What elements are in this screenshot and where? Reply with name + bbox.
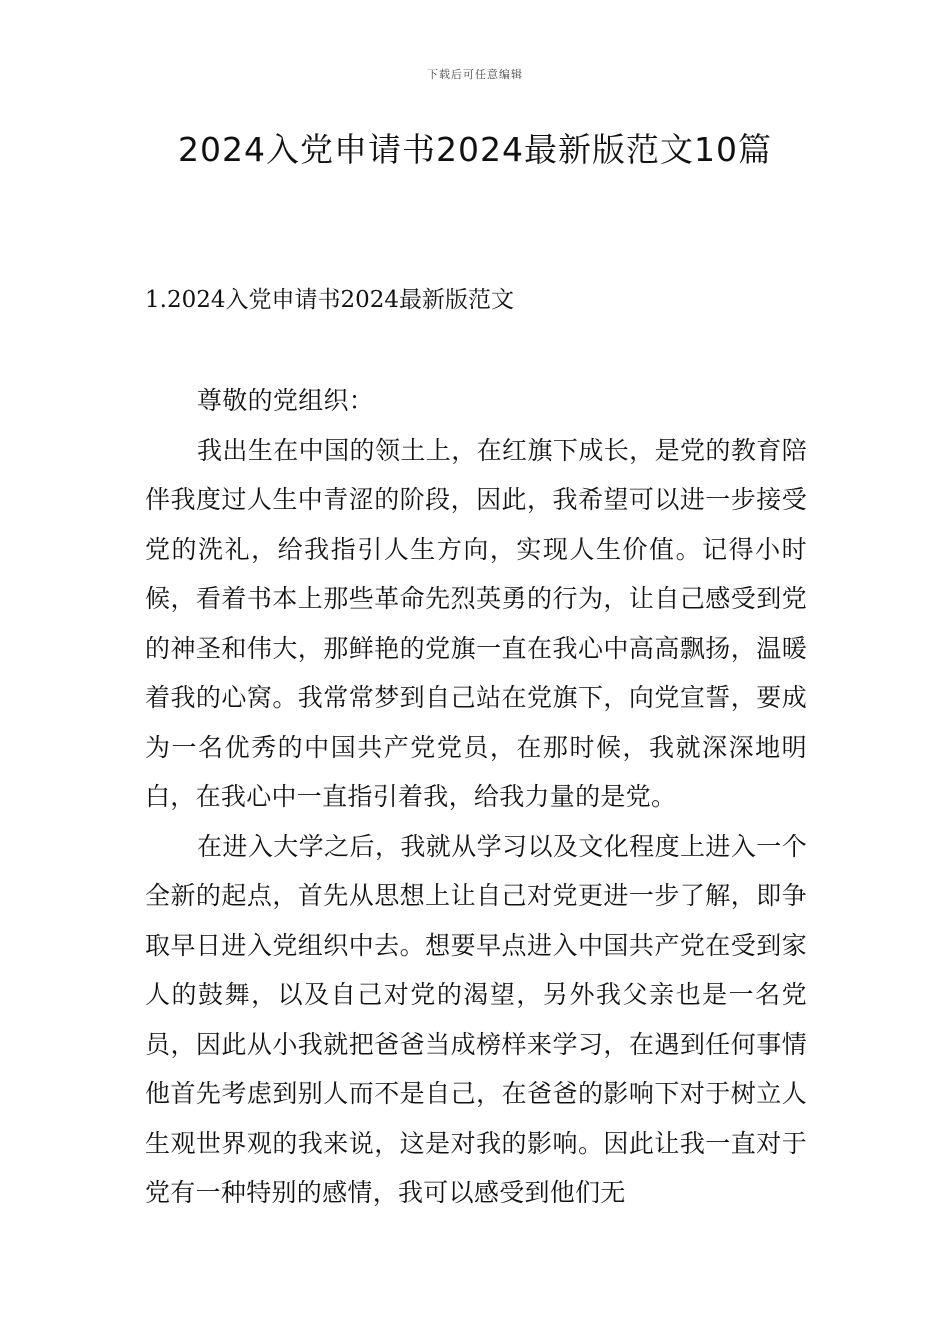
paragraph-2: 在进入大学之后，我就从学习以及文化程度上进入一个全新的起点，首先从思想上让自己对党更进一步了解，即争取早日进入党组织中去。想要早点进入中国共产党在受到家人的鼓舞，以及自己对党的渴望，另外我父亲也是一名党员，因此从小我就把爸爸当成榜样来学习，在遇到任何事情他首先考虑到别人而不是自己，在爸爸的影响下对于树立人生观世界观的我来说，这是对我的影响。因此让我一直对于党有一种特别的感情，我可以感受到他们无 (145, 831, 807, 1207)
section-heading: 1.2024入党申请书2024最新版范文 (145, 287, 515, 313)
header-note: 下载后可任意编辑 (427, 68, 523, 81)
document-title: 2024入党申请书2024最新版范文10篇 (178, 130, 772, 169)
paragraph-1: 我出生在中国的领土上，在红旗下成长，是党的教育陪伴我度过人生中青涩的阶段，因此，我希望可以进一步接受党的洗礼，给我指引人生方向，实现人生价值。记得小时候，看着书本上那些革命先烈英勇的行为，让自己感受到党的神圣和伟大，那鲜艳的党旗一直在我心中高高飘扬，温暖着我的心窝。我常常梦到自己站在党旗下，向党宣誓，要成为一名优秀的中国共产党党员，在那时候，我就深深地明白，在我心中一直指引着我，给我力量的是党。 (145, 435, 807, 811)
letter-body (145, 376, 807, 1218)
salutation: 尊敬的党组织： (197, 386, 375, 415)
